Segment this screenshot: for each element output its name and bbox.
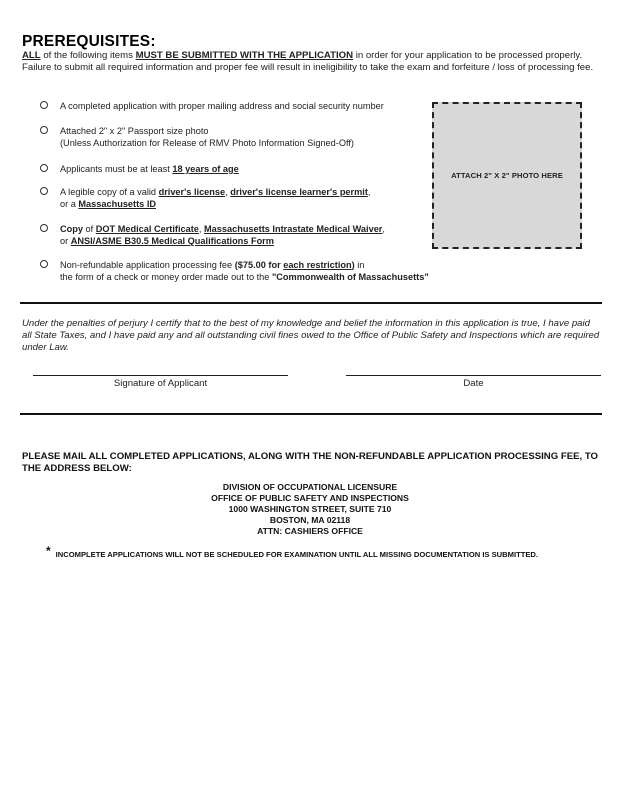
photo-attach-box[interactable]	[432, 102, 582, 249]
fee-amount: ($75.00 for	[234, 260, 284, 270]
mailing-address	[0, 482, 620, 537]
circle-bullet-icon[interactable]	[40, 224, 48, 232]
separator: ,	[367, 187, 371, 197]
copy-label: Copy	[60, 224, 83, 234]
learners-permit: driver's license learner's permit	[230, 187, 368, 197]
age-requirement: 18 years of age	[172, 164, 239, 174]
item-text: of	[82, 224, 96, 234]
address-line: 1000 WASHINGTON STREET, SUITE 710	[228, 504, 392, 514]
item-text: the form of a check or money order made out to the	[60, 272, 272, 282]
address-line: BOSTON, MA 02118	[269, 515, 351, 525]
section-divider	[20, 302, 602, 304]
date-label: Date	[463, 378, 484, 389]
signature-line[interactable]	[33, 375, 288, 376]
circle-bullet-icon[interactable]	[40, 164, 48, 172]
massachusetts-id: Massachusetts ID	[78, 199, 157, 209]
asterisk-icon: *	[46, 544, 51, 558]
mail-instructions: PLEASE MAIL ALL COMPLETED APPLICATIONS, ALONG WITH THE NON-REFUNDABLE APPLICATION PROCESSING FEE, TO THE ADDRESS BELOW:	[22, 451, 598, 474]
intro-paragraph	[22, 50, 602, 74]
item-text: A legible copy of a valid	[60, 187, 159, 197]
certification-statement: Under the penalties of perjury I certify that to the best of my knowledge and belief the information in this application is true, I have paid all State Taxes, and I have paid any and all outstanding civil fines owed to the Office of Public Safety and Inspections which are required under Law.	[22, 318, 600, 353]
separator: ,	[382, 224, 385, 234]
item-text: or	[60, 236, 71, 246]
intrastate-medical-waiver: Massachusetts Intrastate Medical Waiver	[204, 224, 383, 234]
photo-box-label: ATTACH 2" X 2" PHOTO HERE	[451, 171, 563, 180]
item-text: Applicants must be at least	[60, 164, 173, 174]
section-divider	[20, 413, 602, 415]
item-text: A completed application with proper mailing address and social security number	[60, 101, 384, 111]
section-title: PREREQUISITES:	[22, 33, 156, 50]
separator: ,	[198, 224, 204, 234]
intro-all: ALL	[22, 50, 41, 61]
intro-must-submit: MUST BE SUBMITTED WITH THE APPLICATION	[135, 50, 354, 61]
item-text: or a	[60, 199, 79, 209]
fee-close: )	[351, 260, 355, 270]
circle-bullet-icon[interactable]	[40, 126, 48, 134]
payee-name: "Commonwealth of Massachusetts"	[271, 272, 429, 282]
each-restriction: each restriction	[283, 260, 352, 270]
item-text: Non-refundable application processing fee	[60, 260, 235, 270]
item-text: Attached 2" x 2" Passport size photo	[60, 126, 209, 136]
signature-label: Signature of Applicant	[113, 378, 208, 389]
item-subtext: (Unless Authorization for Release of RMV Photo Information Signed-Off)	[60, 138, 354, 148]
item-text: in	[354, 260, 365, 270]
intro-part2: in order for your application to be processed properly. Failure to submit all required information and proper fee will result in ineligibility to take the exam and forfeiture / loss of processing fee.	[22, 50, 594, 73]
intro-part1: of the following items	[40, 50, 136, 61]
address-line: DIVISION OF OCCUPATIONAL LICENSURE	[222, 482, 398, 492]
drivers-license: driver's license	[158, 187, 226, 197]
ansi-asme-form: ANSI/ASME B30.5 Medical Qualifications Form	[70, 236, 274, 246]
separator: ,	[225, 187, 231, 197]
dot-medical-certificate: DOT Medical Certificate	[95, 224, 199, 234]
address-line: ATTN: CASHIERS OFFICE	[257, 526, 363, 536]
incomplete-notice	[46, 546, 538, 560]
circle-bullet-icon[interactable]	[40, 260, 48, 268]
notice-text: INCOMPLETE APPLICATIONS WILL NOT BE SCHEDULED FOR EXAMINATION UNTIL ALL MISSING DOCUMENTATION IS SUBMITTED.	[55, 550, 539, 559]
address-line: OFFICE OF PUBLIC SAFETY AND INSPECTIONS	[211, 493, 409, 503]
date-line[interactable]	[346, 375, 601, 376]
circle-bullet-icon[interactable]	[40, 101, 48, 109]
circle-bullet-icon[interactable]	[40, 187, 48, 195]
